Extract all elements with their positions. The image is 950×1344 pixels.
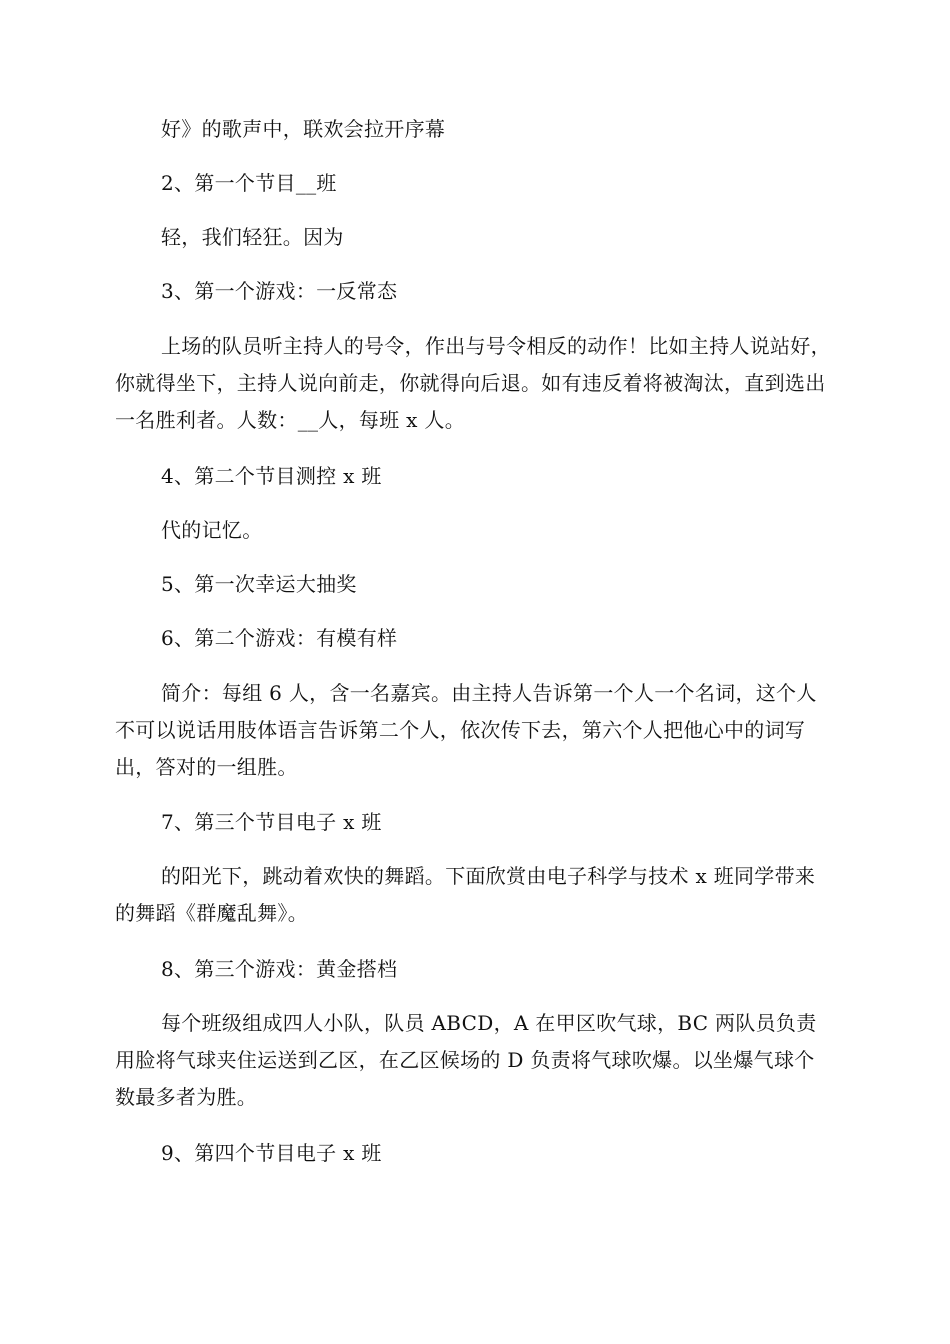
paragraph-fragment-1: 轻，我们轻狂。因为 bbox=[161, 225, 344, 249]
paragraph-opening-line: 好》的歌声中，联欢会拉开序幕 bbox=[161, 117, 446, 141]
paragraph-dance-intro: 的阳光下，跳动着欢快的舞蹈。下面欣赏由电子科学与技术 x 班同学带来的舞蹈《群魔乱舞》。 bbox=[115, 864, 816, 925]
item-heading-9: 9、第四个节目电子 x 班 bbox=[161, 1141, 382, 1165]
item-heading-5: 5、第一次幸运大抽奖 bbox=[161, 572, 357, 596]
item-heading-6: 6、第二个游戏：有模有样 bbox=[161, 626, 398, 650]
paragraph-game-1-rules: 上场的队员听主持人的号令，作出与号令相反的动作！比如主持人说站好，你就得坐下，主持人说向前走，你就得向后退。如有违反着将被淘汰，直到选出一名胜利者。人数：__人，每班 x 人。 bbox=[115, 334, 831, 432]
item-heading-7: 7、第三个节目电子 x 班 bbox=[161, 810, 382, 834]
item-heading-3: 3、第一个游戏：一反常态 bbox=[161, 279, 398, 303]
paragraph-fragment-2: 代的记忆。 bbox=[161, 518, 263, 542]
item-heading-8: 8、第三个游戏：黄金搭档 bbox=[161, 957, 398, 981]
paragraph-game-2-rules: 简介：每组 6 人，含一名嘉宾。由主持人告诉第一个人一个名词，这个人不可以说话用肢体语言告诉第二个人，依次传下去，第六个人把他心中的词写出，答对的一组胜。 bbox=[115, 681, 817, 779]
paragraph-game-3-rules: 每个班级组成四人小队，队员 ABCD，A 在甲区吹气球，BC 两队员负责用脸将气球夹住运送到乙区，在乙区候场的 D 负责将气球吹爆。以坐爆气球个数最多者为胜。 bbox=[115, 1011, 817, 1109]
item-heading-2: 2、第一个节目__班 bbox=[161, 171, 337, 195]
item-heading-4: 4、第二个节目测控 x 班 bbox=[161, 464, 382, 488]
